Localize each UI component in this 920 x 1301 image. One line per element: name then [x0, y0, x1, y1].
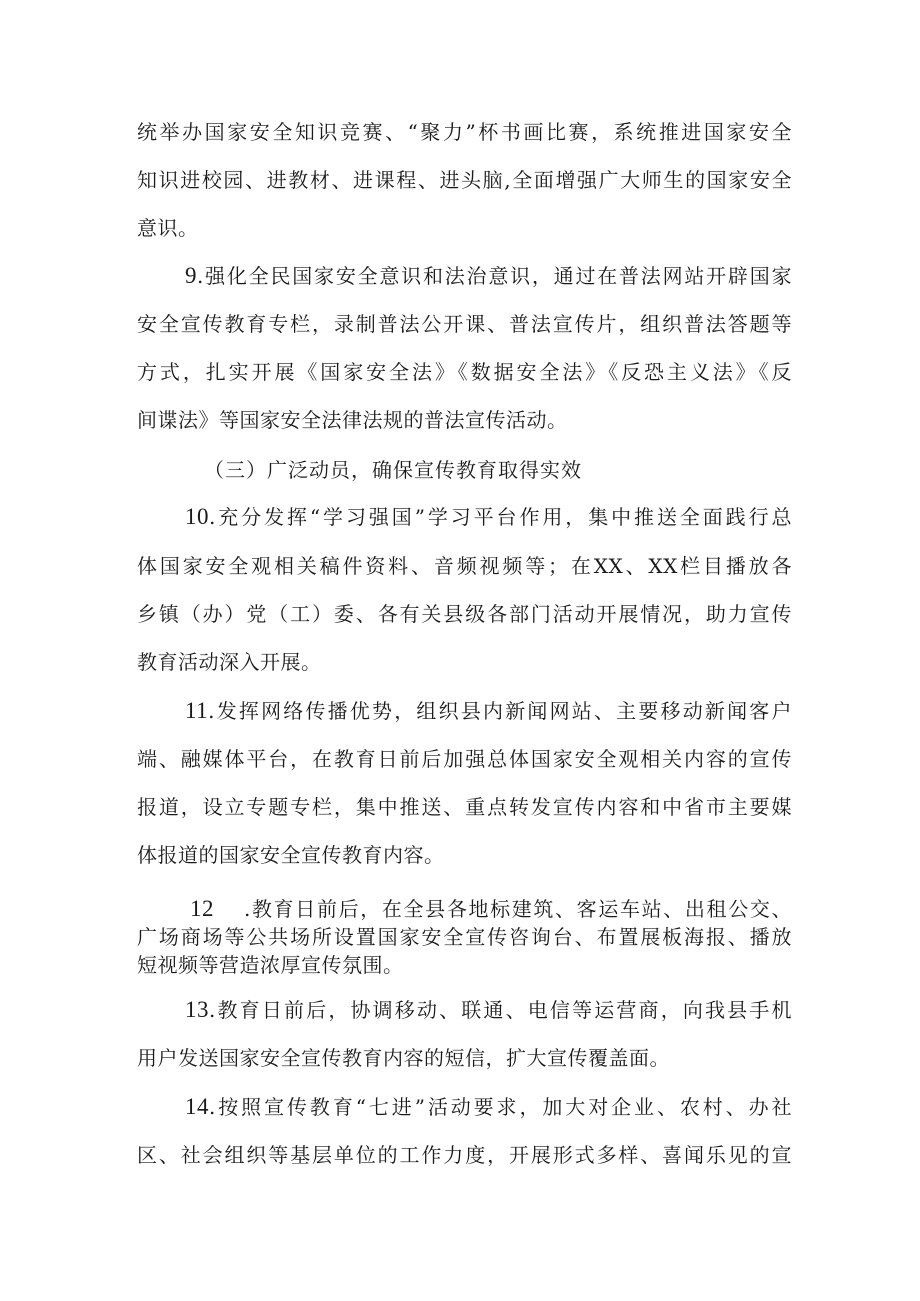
p10-line-3: 乡镇（办）党（工）委、各有关县级各部门活动开展情况，助力宣传 [137, 602, 792, 626]
p10-first-line [185, 503, 792, 531]
p8-line-2: 知识进校园、进教材、进课程、进头脑,全面增强广大师生的国家安全 [137, 168, 792, 192]
p13-first-line [185, 996, 792, 1024]
p12-line-2: 广场商场等公共场所设置国家安全宣传咨询台、布置展板海报、播放 [137, 925, 792, 949]
p13-line-1: .教育日前后，协调移动、联通、电信等运营商，向我县手机 [209, 998, 792, 1022]
p14-first-line [185, 1093, 792, 1121]
p8-line-3: 意识。 [137, 216, 199, 240]
p8-line-1: 统举办国家安全知识竞赛、“聚力”杯书画比赛，系统推进国家安全 [137, 120, 792, 144]
p13-line-2: 用户发送国家安全宣传教育内容的短信，扩大宣传覆盖面。 [137, 1046, 670, 1070]
p11-first-line [185, 697, 792, 725]
p11-line-1: .发挥网络传播优势，组织县内新闻网站、主要移动新闻客户 [208, 699, 792, 723]
p14-line-2: 区、社会组织等基层单位的工作力度，开展形式多样、喜闻乐见的宣 [137, 1143, 792, 1167]
p12-number: 12 [190, 896, 214, 921]
p11-line-4: 体报道的国家安全宣传教育内容。 [137, 843, 445, 867]
p9-line-1: .强化全民国家安全意识和法治意识，通过在普法网站开辟国家 [197, 264, 792, 288]
p14-number: 14 [185, 1094, 209, 1119]
p10-line-1: .充分发挥“学习强国”学习平台作用，集中推送全面践行总 [209, 505, 792, 529]
p9-first-line [185, 262, 792, 290]
p11-line-3: 报道，设立专题专栏，集中推送、重点转发宣传内容和中省市主要媒 [137, 795, 792, 819]
p13-number: 13 [185, 997, 209, 1022]
p12-line-1: .教育日前后，在全县各地标建筑、客运车站、出租公交、 [244, 897, 792, 921]
p12-first-line [190, 897, 792, 921]
p9-line-3: 方式，扎实开展《国家安全法》《数据安全法》《反恐主义法》《反 [137, 360, 792, 384]
p10-line-2: 体国家安全观相关稿件资料、音频视频等；在XX、XX栏目播放各 [137, 554, 792, 578]
p9-number: 9 [185, 263, 197, 288]
p9-line-4: 间谍法》等国家安全法律法规的普法宣传活动。 [137, 408, 568, 432]
p12-line-3: 短视频等营造浓厚宣传氛围。 [137, 953, 404, 977]
p10-line-4: 教育活动深入开展。 [137, 650, 322, 674]
p10-number: 10 [185, 504, 209, 529]
p14-line-1: .按照宣传教育“七进”活动要求，加大对企业、农村、办社 [209, 1095, 792, 1119]
section-heading: （三）广泛动员，确保宣传教育取得实效 [204, 458, 582, 482]
p11-number: 11 [185, 698, 209, 723]
p9-line-2: 安全宣传教育专栏，录制普法公开课、普法宣传片，组织普法答题等 [137, 312, 792, 336]
p11-line-2: 端、融媒体平台，在教育日前后加强总体国家安全观相关内容的宣传 [137, 747, 792, 771]
